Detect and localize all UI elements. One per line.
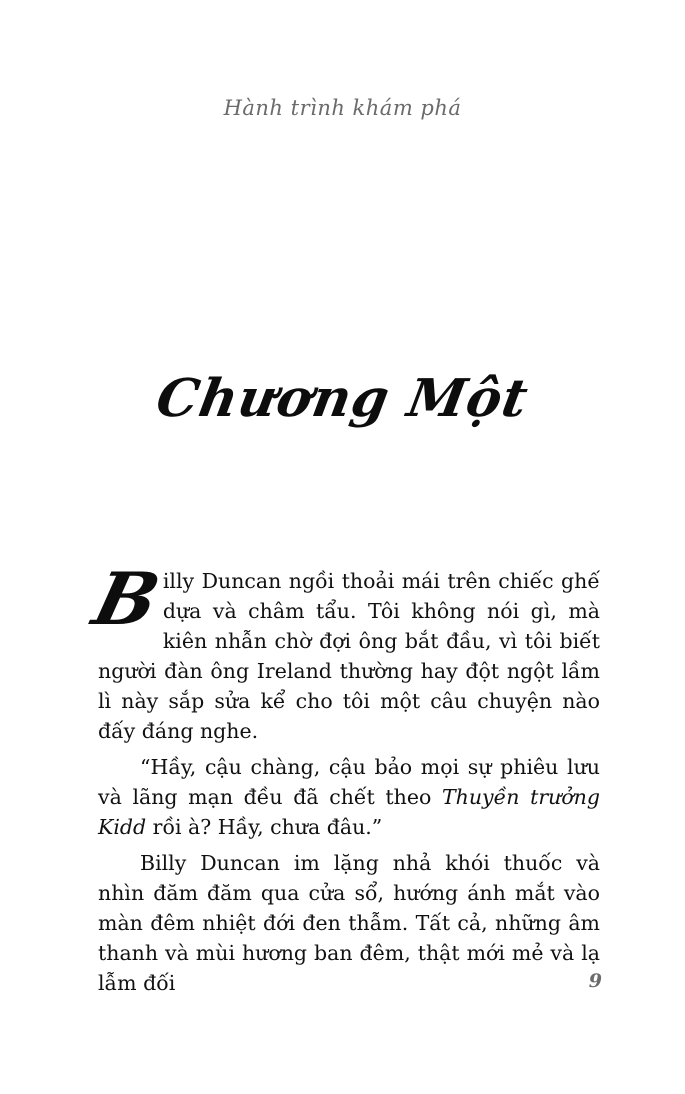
paragraph-2-italic: Thuyền trưởng Kidd [98,785,600,839]
paragraph-3: Billy Duncan im lặng nhả khói thuốc và nhìn đăm đăm qua cửa sổ, hướng ánh mắt vào màn đêm nhiệt đới đen thẫm. Tất cả, những âm thanh và mùi hương ban đêm, thật mới mẻ và lạ lẫm đối [98,851,600,995]
paragraph-2-end: rồi à? Hầy, chưa đâu.” [146,815,383,839]
paragraph-1-text: illy Duncan ngồi thoải mái trên chiếc ghế dựa và châm tẩu. Tôi không nói gì, mà kiên nhẫn chờ đợi ông bắt đầu, vì tôi biết người đàn ông Ireland thường hay đột ngột lầm lì này sắp sửa kể cho tôi một câu chuyện nào đấy đáng nghe. [98,569,600,743]
page-number: 9 [588,970,602,992]
drop-cap: B [85,556,168,641]
running-header: Hành trình khám phá [223,96,462,120]
paragraph-1 [85,556,600,746]
chapter-body [85,556,600,1004]
paragraph-2 [98,752,600,842]
chapter-title: Chương Một [152,368,533,429]
paragraph-2-start: “Hầy, cậu chàng, cậu bảo mọi sự phiêu lưu và lãng mạn đều đã chết theo [98,755,600,809]
